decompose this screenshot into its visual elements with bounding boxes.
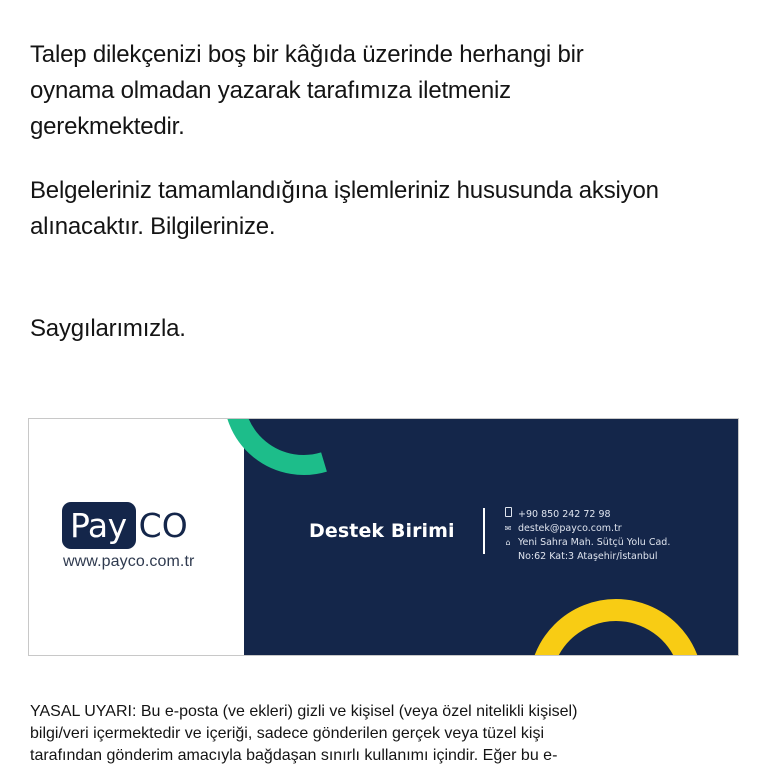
body-line: Belgeleriniz tamamlandığına işlemleriniz hususunda aksiyon — [30, 177, 659, 204]
mail-icon: ✉ — [504, 524, 512, 533]
body-line: alınacaktır. Bilgilerinize. — [30, 213, 276, 240]
logo-boxed-text: Pay — [62, 502, 136, 549]
address-line-1: Yeni Sahra Mah. Sütçü Yolu Cad. — [518, 537, 671, 548]
legal-line: YASAL UYARI: Bu e-posta (ve ekleri) gizli ve kişisel (veya özel nitelikli kişisel) — [30, 703, 578, 720]
closing-text: Saygılarımızla. — [30, 315, 186, 342]
closing-line — [30, 311, 750, 347]
department-name: Destek Birimi — [309, 520, 455, 542]
logo-trailing-text: CO — [138, 505, 188, 545]
email-address[interactable]: destek@payco.com.tr — [518, 523, 622, 534]
phone-number: +90 850 242 72 98 — [518, 508, 611, 520]
body-line: oynama olmadan yazarak tarafımıza iletmeniz — [30, 77, 511, 104]
body-line: Talep dilekçenizi boş bir kâğıda üzerinde herhangi bir — [30, 41, 584, 68]
green-arc-decoration — [29, 419, 739, 656]
location-icon: ⌂ — [505, 538, 511, 547]
legal-line: tarafından gönderim amacıyla bağdaşan sınırlı kullanımı içindir. Eğer bu e- — [30, 747, 558, 764]
body-paragraph-documents — [30, 173, 750, 245]
body-line: gerekmektedir. — [30, 113, 185, 140]
cut-off-text-fragment — [0, 0, 768, 6]
legal-line: bilgi/veri içermektedir ve içeriği, sadece gönderilen gerçek veya tüzel kişi — [30, 725, 545, 742]
body-paragraph-request — [30, 37, 750, 145]
legal-disclaimer — [30, 701, 750, 767]
email-signature-banner — [28, 418, 739, 656]
website-url[interactable]: www.payco.com.tr — [63, 553, 195, 570]
address-line-2: No:62 Kat:3 Ataşehir/İstanbul — [518, 551, 658, 562]
